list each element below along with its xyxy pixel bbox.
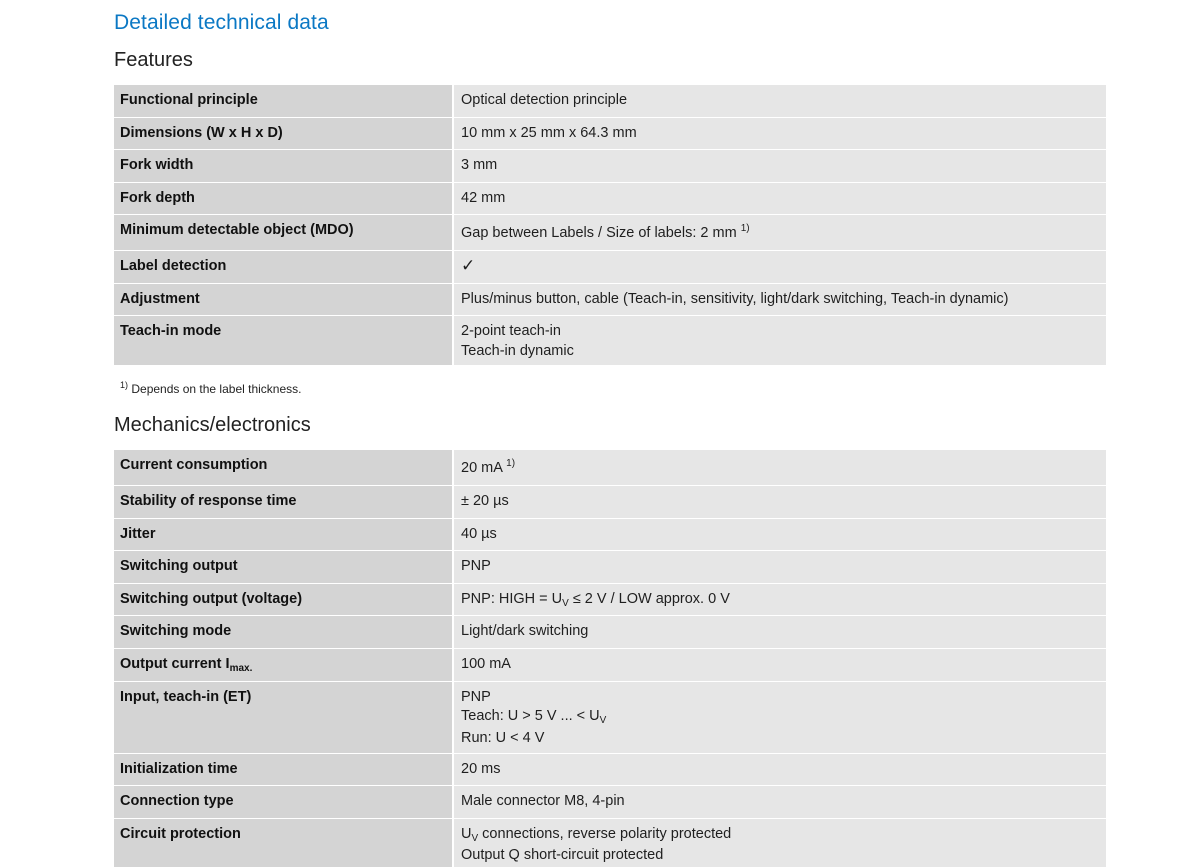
table-row <box>114 754 1106 787</box>
table-row <box>114 316 1106 366</box>
value-text: PNP: HIGH = U <box>461 590 563 607</box>
row-label: Jitter <box>114 519 454 552</box>
table-row <box>114 819 1106 868</box>
row-label: Adjustment <box>114 284 454 317</box>
row-value <box>454 251 1106 284</box>
row-value <box>454 584 1106 617</box>
table-row <box>114 649 1106 682</box>
row-value <box>454 215 1106 251</box>
subscript: V <box>599 715 607 726</box>
row-value: Light/dark switching <box>454 616 1106 649</box>
row-value <box>454 450 1106 486</box>
row-label: Fork depth <box>114 183 454 216</box>
table-row <box>114 215 1106 251</box>
features-footnote <box>120 382 301 396</box>
mdo-value: Gap between Labels / Size of labels: 2 mm <box>461 225 737 241</box>
subscript: V <box>471 832 479 844</box>
row-value: Plus/minus button, cable (Teach-in, sensitivity, light/dark switching, Teach-in dynamic) <box>454 284 1106 317</box>
row-label: Dimensions (W x H x D) <box>114 118 454 151</box>
footnote-text: Depends on the label thickness. <box>131 382 302 396</box>
table-row <box>114 519 1106 552</box>
row-value: 42 mm <box>454 183 1106 216</box>
table-row <box>114 118 1106 151</box>
footnote-marker: 1) <box>506 458 516 469</box>
table-row <box>114 682 1106 754</box>
row-label: Input, teach-in (ET) <box>114 682 454 754</box>
table-row <box>114 450 1106 486</box>
table-row <box>114 486 1106 519</box>
check-icon: ✓ <box>461 256 476 275</box>
table-row <box>114 284 1106 317</box>
row-value <box>454 682 1106 754</box>
table-row <box>114 786 1106 819</box>
row-label: Minimum detectable object (MDO) <box>114 215 454 251</box>
table-row <box>114 616 1106 649</box>
value-text: ≤ 2 V / LOW approx. 0 V <box>568 590 730 607</box>
table-row <box>114 183 1106 216</box>
row-value: 20 ms <box>454 754 1106 787</box>
row-label <box>114 649 454 682</box>
mechanics-heading: Mechanics/electronics <box>114 414 311 436</box>
row-label: Switching output <box>114 551 454 584</box>
row-label: Label detection <box>114 251 454 284</box>
row-label: Functional principle <box>114 85 454 118</box>
features-table <box>114 85 1106 366</box>
page-title: Detailed technical data <box>114 11 329 34</box>
row-value: 40 µs <box>454 519 1106 552</box>
row-label: Circuit protection <box>114 819 454 868</box>
value-line: PNP <box>461 688 491 705</box>
value-line: Output Q short-circuit protected <box>461 847 664 863</box>
row-value <box>454 316 1106 366</box>
row-label: Teach-in mode <box>114 316 454 366</box>
value-line: Run: U < 4 V <box>461 729 545 746</box>
footnote-marker: 1) <box>740 223 750 234</box>
value-line: Teach-in dynamic <box>461 342 574 359</box>
row-label: Switching mode <box>114 616 454 649</box>
row-label: Switching output (voltage) <box>114 584 454 617</box>
table-row <box>114 551 1106 584</box>
row-value: 100 mA <box>454 649 1106 682</box>
row-value: 3 mm <box>454 150 1106 183</box>
row-label: Initialization time <box>114 754 454 787</box>
row-value: PNP <box>454 551 1106 584</box>
row-label: Connection type <box>114 786 454 819</box>
table-row <box>114 150 1106 183</box>
value-text: U <box>461 825 472 842</box>
row-value: Optical detection principle <box>454 85 1106 118</box>
subscript: V <box>562 597 569 609</box>
features-heading: Features <box>114 49 193 71</box>
value-line: 2-point teach-in <box>461 323 561 339</box>
mechanics-table <box>114 450 1106 868</box>
row-label: Fork width <box>114 150 454 183</box>
row-value: Male connector M8, 4-pin <box>454 786 1106 819</box>
current-value: 20 mA <box>461 460 503 476</box>
row-label: Current consumption <box>114 450 454 486</box>
value-line <box>461 825 1100 845</box>
label-text: Output current I <box>120 655 230 672</box>
table-row <box>114 85 1106 118</box>
subscript: max. <box>229 662 253 674</box>
table-row <box>114 251 1106 284</box>
row-label: Stability of response time <box>114 486 454 519</box>
value-line <box>461 707 1100 727</box>
footnote-marker: 1) <box>120 380 129 390</box>
row-value: 10 mm x 25 mm x 64.3 mm <box>454 118 1106 151</box>
row-value <box>454 819 1106 868</box>
value-text: connections, reverse polarity protected <box>478 825 732 842</box>
row-value: ± 20 µs <box>454 486 1106 519</box>
table-row <box>114 584 1106 617</box>
value-text: Teach: U > 5 V ... < U <box>461 708 600 724</box>
